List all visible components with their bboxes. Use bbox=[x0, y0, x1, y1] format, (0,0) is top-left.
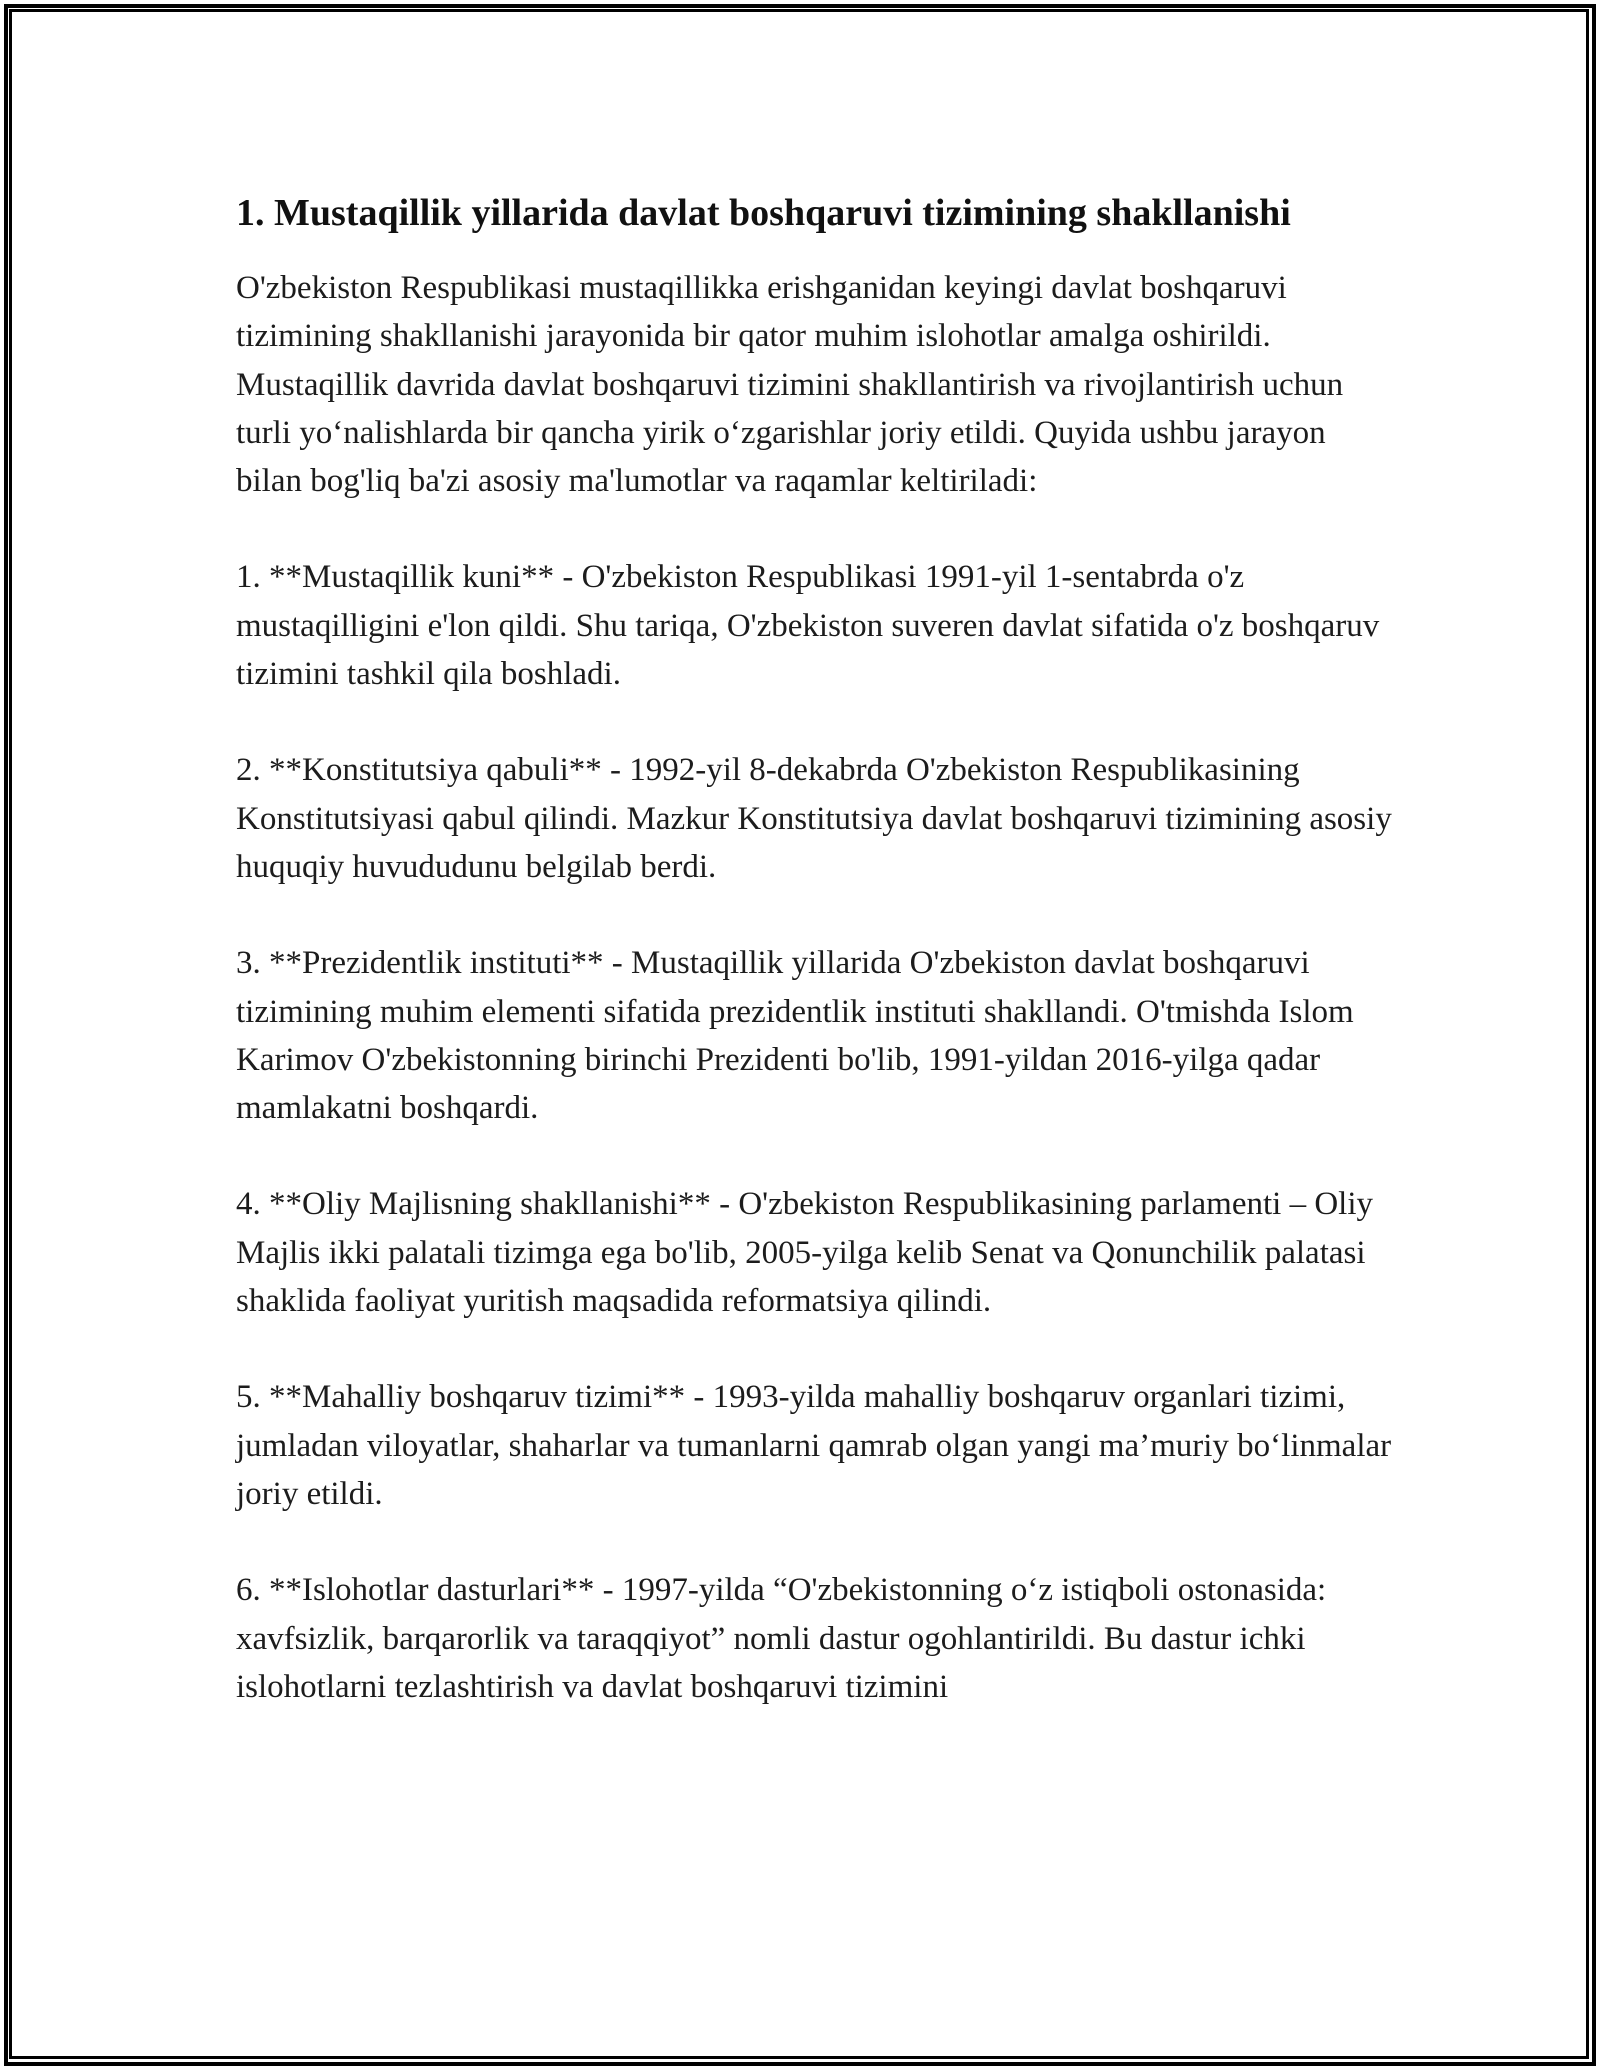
paragraph-spacer bbox=[236, 891, 1396, 939]
paragraph-spacer bbox=[236, 698, 1396, 746]
list-item-independence-day: 1. **Mustaqillik kuni** - O'zbekiston Respublikasi 1991-yil 1-sentabrda o'z mustaqilligini e'lon qildi. Shu tariqa, O'zbekiston suveren davlat sifatida o'z boshqaruv tizimini tashkil qila boshladi. bbox=[236, 559, 1380, 693]
list-item-local-governance: 5. **Mahalliy boshqaruv tizimi** - 1993-yilda mahalliy boshqaruv organlari tizimi, jumladan viloyatlar, shaharlar va tumanlarni qamrab olgan yangi ma’muriy bo‘linmalar joriy etildi. bbox=[236, 1379, 1392, 1512]
paragraph-spacer bbox=[236, 1518, 1396, 1566]
section-heading: 1. Mustaqillik yillarida davlat boshqaruvi tizimining shakllanishi bbox=[236, 192, 1291, 234]
list-item-constitution: 2. **Konstitutsiya qabuli** - 1992-yil 8-dekabrda O'zbekiston Respublikasining Konstitutsiyasi qabul qilindi. Mazkur Konstitutsiya davlat boshqaruvi tizimining asosiy huquqiy huvududunu belgilab berdi. bbox=[236, 752, 1392, 885]
paragraph-spacer bbox=[236, 1132, 1396, 1180]
document-page bbox=[236, 186, 1396, 1711]
list-item-oliy-majlis: 4. **Oliy Majlisning shakllanishi** - O'zbekiston Respublikasining parlamenti – Oliy Majlis ikki palatali tizimga ega bo'lib, 2005-yilga kelib Senat va Qonunchilik palatasi shaklida faoliyat yuritish maqsadida reformatsiya qilindi. bbox=[236, 1186, 1374, 1320]
intro-paragraph: O'zbekiston Respublikasi mustaqillikka erishganidan keyingi davlat boshqaruvi tizimining shakllanishi jarayonida bir qator muhim islohotlar amalga oshirildi. Mustaqillik davrida davlat boshqaruvi tizimini shakllantirish va rivojlantirish uchun turli yo‘nalishlarda bir qancha yirik o‘zgarishlar joriy etildi. Quyida ushbu jarayon bilan bog'liq ba'zi asosiy ma'lumotlar va raqamlar keltiriladi: bbox=[236, 270, 1344, 500]
paragraph-spacer bbox=[236, 505, 1396, 553]
paragraph-spacer bbox=[236, 1325, 1396, 1373]
list-item-reform-programs: 6. **Islohotlar dasturlari** - 1997-yilda “O'zbekistonning o‘z istiqboli ostonasida: xavfsizlik, barqarorlik va taraqqiyot” nomli dastur ogohlantirildi. Bu dastur ichki islohotlarni tezlashtirish va davlat boshqaruvi tizimini bbox=[236, 1572, 1327, 1705]
list-item-presidency: 3. **Prezidentlik instituti** - Mustaqillik yillarida O'zbekiston davlat boshqaruvi tizimining muhim elementi sifatida prezidentlik instituti shakllandi. O'tmishda Islom Karimov O'zbekistonning birinchi Prezidenti bo'lib, 1991-yildan 2016-yilga qadar mamlakatni boshqardi. bbox=[236, 945, 1354, 1127]
